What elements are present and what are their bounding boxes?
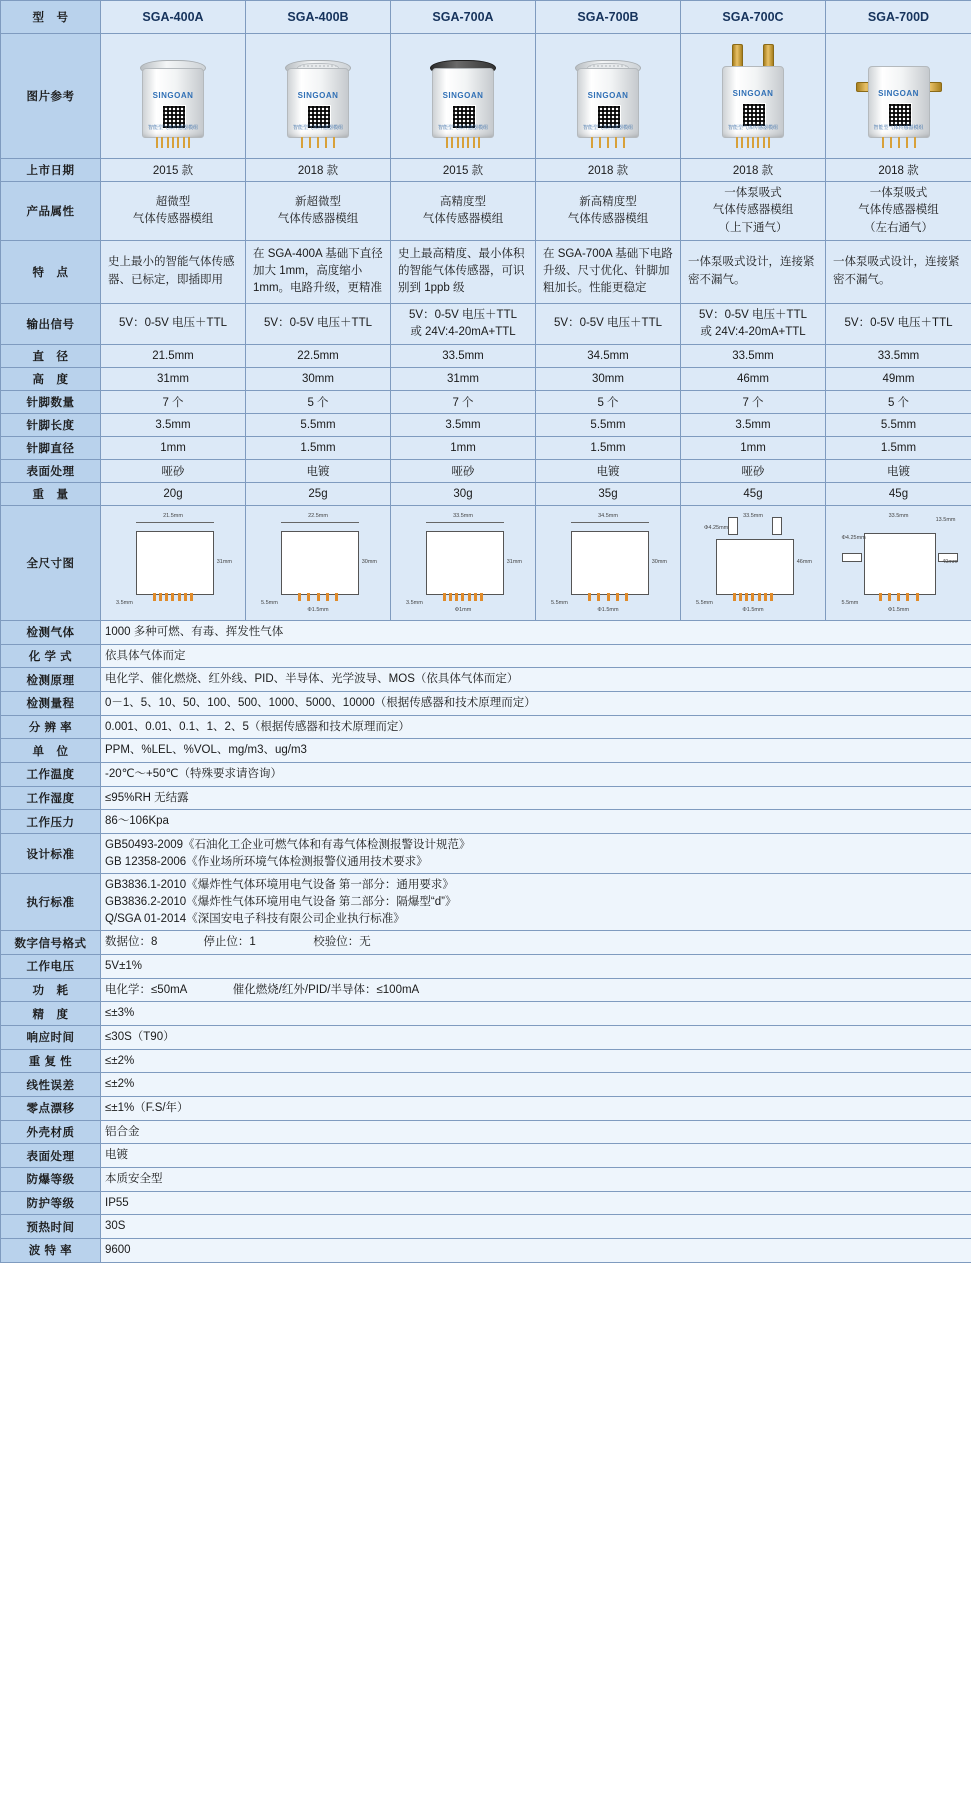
dim-pin-diameter-label: Φ1.5mm (597, 607, 619, 613)
row-label-image-reference: 图片参考 (1, 34, 101, 159)
features-400a: 史上最小的智能气体传感器、已标定，即插即用 (101, 240, 246, 303)
weight-700d: 45g (826, 483, 971, 506)
table-row-common (1, 1073, 971, 1097)
weight-700b: 35g (536, 483, 681, 506)
table-row-weight (1, 483, 971, 506)
sensor-photo-400b (246, 34, 391, 159)
dim-top-label: 33.5mm (743, 513, 763, 519)
table-row-common (1, 1120, 971, 1144)
row-value-common: -20℃～+50℃（特殊要求请咨询） (101, 763, 971, 787)
row-label-common: 重 复 性 (1, 1049, 101, 1073)
row-value-common: 86～106Kpa (101, 810, 971, 834)
row-value-common: ≤±3% (101, 1002, 971, 1026)
row-value-common: ≤30S（T90） (101, 1026, 971, 1050)
product-type-400a: 超微型 气体传感器模组 (101, 182, 246, 241)
launch-date-700a: 2015 款 (391, 159, 536, 182)
row-label-common: 工作电压 (1, 955, 101, 979)
row-value-common: 数据位：8 停止位：1 校验位：无 (101, 931, 971, 955)
weight-700a: 30g (391, 483, 536, 506)
dim-right-label: 49mm (942, 559, 958, 565)
table-row-common (1, 668, 971, 692)
row-label-weight: 重 量 (1, 483, 101, 506)
row-value-common: 本质安全型 (101, 1168, 971, 1192)
row-value-common: 0.001、0.01、0.1、1、2、5（根据传感器和技术原理而定） (101, 715, 971, 739)
dimension-drawing-700a (391, 506, 536, 621)
row-label-common: 数字信号格式 (1, 931, 101, 955)
dim-pin-diameter-label: Φ1.5mm (742, 607, 764, 613)
row-label-common: 化 学 式 (1, 644, 101, 668)
table-row-common (1, 834, 971, 874)
product-type-700b: 新高精度型 气体传感器模组 (536, 182, 681, 241)
dim-right-label: 30mm (361, 559, 377, 565)
sub-text: 智能型气体传感器模组 (873, 125, 924, 131)
pin-diameter-400b: 1.5mm (246, 437, 391, 460)
surface-treatment-400a: 哑砂 (101, 460, 246, 483)
row-label-pin-count: 针脚数量 (1, 391, 101, 414)
row-value-common: 0－1、5、10、50、100、500、1000、5000、10000（根据传感器和技术原理而定） (101, 692, 971, 716)
table-row-dimension-drawing (1, 506, 971, 621)
output-signal-700c: 5V：0-5V 电压＋TTL 或 24V:4-20mA+TTL (681, 303, 826, 345)
row-label-common: 分 辨 率 (1, 715, 101, 739)
dimension-drawing-700c (681, 506, 826, 621)
row-label-common: 功 耗 (1, 978, 101, 1002)
pin-length-400a: 3.5mm (101, 414, 246, 437)
dim-top-label: 33.5mm (888, 513, 909, 519)
dimension-drawing-400a (101, 506, 246, 621)
pin-diameter-700c: 1mm (681, 437, 826, 460)
row-value-common: 1000 多种可燃、有毒、挥发性气体 (101, 621, 971, 645)
launch-date-700d: 2018 款 (826, 159, 971, 182)
pin-array-icon (736, 137, 770, 148)
row-label-common: 精 度 (1, 1002, 101, 1026)
diameter-700a: 33.5mm (391, 345, 536, 368)
pin-length-400b: 5.5mm (246, 414, 391, 437)
diameter-400a: 21.5mm (101, 345, 246, 368)
table-row-model (1, 1, 971, 34)
sensor-photo-700b (536, 34, 681, 159)
nozzle-outline-icon (728, 517, 738, 535)
launch-date-700b: 2018 款 (536, 159, 681, 182)
pin-diameter-700b: 1.5mm (536, 437, 681, 460)
row-value-common: 电镀 (101, 1144, 971, 1168)
features-700d: 一体泵吸式设计，连接紧密不漏气。 (826, 240, 971, 303)
row-label-dimension-drawing: 全尺寸图 (1, 506, 101, 621)
height-400b: 30mm (246, 368, 391, 391)
table-row-common (1, 978, 971, 1002)
row-label-common: 预热时间 (1, 1215, 101, 1239)
table-row-pin-length (1, 414, 971, 437)
sensor-photo-700a (391, 34, 536, 159)
table-row-image-reference (1, 34, 971, 159)
table-row-common (1, 1097, 971, 1121)
sub-text: 智能型气体传感器模组 (727, 125, 778, 131)
product-type-700a: 高精度型 气体传感器模组 (391, 182, 536, 241)
table-row-common (1, 1026, 971, 1050)
table-row-common (1, 763, 971, 787)
dim-pin-diameter-label: Φ1.5mm (307, 607, 329, 613)
model-sga-700a: SGA-700A (391, 1, 536, 34)
weight-400b: 25g (246, 483, 391, 506)
row-label-common: 线性误差 (1, 1073, 101, 1097)
row-label-common: 防护等级 (1, 1191, 101, 1215)
dim-top-label: 21.5mm (163, 513, 183, 519)
weight-700c: 45g (681, 483, 826, 506)
brand-text: SINGOAN (878, 89, 919, 98)
table-row-common (1, 1168, 971, 1192)
pin-length-700c: 3.5mm (681, 414, 826, 437)
launch-date-400b: 2018 款 (246, 159, 391, 182)
table-row-common (1, 810, 971, 834)
launch-date-700c: 2018 款 (681, 159, 826, 182)
model-sga-700c: SGA-700C (681, 1, 826, 34)
dim-bottom-label: 3.5mm (116, 600, 133, 606)
row-label-common: 外壳材质 (1, 1120, 101, 1144)
row-value-common: IP55 (101, 1191, 971, 1215)
row-label-common: 零点漂移 (1, 1097, 101, 1121)
table-row-common (1, 1215, 971, 1239)
dim-right-label: 46mm (796, 559, 812, 565)
pin-count-400b: 5 个 (246, 391, 391, 414)
pin-diameter-400a: 1mm (101, 437, 246, 460)
table-row-pin-diameter (1, 437, 971, 460)
row-value-common: 5V±1% (101, 955, 971, 979)
table-row-common (1, 931, 971, 955)
row-label-model: 型 号 (1, 1, 101, 34)
diameter-700b: 34.5mm (536, 345, 681, 368)
dim-right-label: 31mm (216, 559, 232, 565)
dim-right-label: 30mm (651, 559, 667, 565)
height-700b: 30mm (536, 368, 681, 391)
row-value-common: 30S (101, 1215, 971, 1239)
sensor-photo-400a (101, 34, 246, 159)
sensor-photo-700c (681, 34, 826, 159)
table-row-common (1, 955, 971, 979)
row-value-common: GB50493-2009《石油化工企业可燃气体和有毒气体检测报警设计规范》 GB 12358-2006《作业场所环境气体检测报警仪通用技术要求》 (101, 834, 971, 874)
table-row-surface-treatment (1, 460, 971, 483)
table-row-common (1, 644, 971, 668)
output-signal-700d: 5V：0-5V 电压＋TTL (826, 303, 971, 345)
row-value-common: ≤±2% (101, 1073, 971, 1097)
pin-length-700d: 5.5mm (826, 414, 971, 437)
row-label-common: 单 位 (1, 739, 101, 763)
height-700c: 46mm (681, 368, 826, 391)
table-row-common (1, 1191, 971, 1215)
model-sga-700d: SGA-700D (826, 1, 971, 34)
pin-count-400a: 7 个 (101, 391, 246, 414)
row-label-common: 工作温度 (1, 763, 101, 787)
sub-text: 智能型气体传感器模组 (292, 125, 343, 131)
dimension-drawing-400b (246, 506, 391, 621)
pin-array-icon (446, 137, 480, 148)
features-700c: 一体泵吸式设计，连接紧密不漏气。 (681, 240, 826, 303)
features-400b: 在 SGA-400A 基础下直径加大 1mm，高度缩小 1mm。电路升级，更精准 (246, 240, 391, 303)
table-row-common (1, 1144, 971, 1168)
table-row-common (1, 1002, 971, 1026)
table-row-product-type (1, 182, 971, 241)
row-label-common: 检测量程 (1, 692, 101, 716)
weight-400a: 20g (101, 483, 246, 506)
row-label-common: 表面处理 (1, 1144, 101, 1168)
table-row-features (1, 240, 971, 303)
row-value-common: 9600 (101, 1239, 971, 1263)
row-label-height: 高 度 (1, 368, 101, 391)
pin-count-700a: 7 个 (391, 391, 536, 414)
row-label-surface-treatment: 表面处理 (1, 460, 101, 483)
features-700b: 在 SGA-700A 基础下电路升级、尺寸优化、针脚加粗加长。性能更稳定 (536, 240, 681, 303)
row-label-common: 检测气体 (1, 621, 101, 645)
table-row-common (1, 1049, 971, 1073)
row-value-common: 电化学、催化燃烧、红外线、PID、半导体、光学波导、MOS（依具体气体而定） (101, 668, 971, 692)
dim-top-label: 33.5mm (453, 513, 473, 519)
table-row-common (1, 1239, 971, 1263)
row-value-common: ≤±1%（F.S/年） (101, 1097, 971, 1121)
row-value-common: 铝合金 (101, 1120, 971, 1144)
row-label-launch-date: 上市日期 (1, 159, 101, 182)
output-signal-700a: 5V：0-5V 电压＋TTL 或 24V:4-20mA+TTL (391, 303, 536, 345)
dim-bottom-label: 5.5mm (696, 600, 713, 606)
row-value-common: ≤95%RH 无结露 (101, 786, 971, 810)
dim-top-label: 22.5mm (308, 513, 328, 519)
row-label-common: 执行标准 (1, 874, 101, 931)
pin-diameter-700d: 1.5mm (826, 437, 971, 460)
product-type-700d: 一体泵吸式 气体传感器模组 （左右通气） (826, 182, 971, 241)
row-label-product-type: 产品属性 (1, 182, 101, 241)
brand-text: SINGOAN (587, 91, 629, 100)
brand-text: SINGOAN (732, 89, 774, 98)
dim-nozzle-diameter-label: Φ4.25mm (841, 535, 866, 541)
row-label-common: 波 特 率 (1, 1239, 101, 1263)
row-value-common: 电化学：≤50mA 催化燃烧/红外/PID/半导体：≤100mA (101, 978, 971, 1002)
pin-diameter-700a: 1mm (391, 437, 536, 460)
table-row-pin-count (1, 391, 971, 414)
row-label-common: 设计标准 (1, 834, 101, 874)
nozzle-outline-icon (772, 517, 782, 535)
sub-text: 智能型气体传感器模组 (582, 125, 633, 131)
dim-nozzle-diameter-label: Φ4.25mm (704, 525, 729, 531)
output-signal-700b: 5V：0-5V 电压＋TTL (536, 303, 681, 345)
pin-array-icon (301, 137, 335, 148)
table-row-height (1, 368, 971, 391)
pin-count-700c: 7 个 (681, 391, 826, 414)
dim-bottom-label: 3.5mm (406, 600, 423, 606)
pin-length-700a: 3.5mm (391, 414, 536, 437)
product-type-400b: 新超微型 气体传感器模组 (246, 182, 391, 241)
pin-array-icon (156, 137, 190, 148)
row-label-common: 响应时间 (1, 1026, 101, 1050)
table-row-output-signal (1, 303, 971, 345)
sensor-photo-700d (826, 34, 971, 159)
pump-nozzle-icon (732, 44, 743, 68)
model-sga-700b: SGA-700B (536, 1, 681, 34)
surface-treatment-700d: 电镀 (826, 460, 971, 483)
height-700a: 31mm (391, 368, 536, 391)
row-value-common: GB3836.1-2010《爆炸性气体环境用电气设备 第一部分：通用要求》 GB3836.2-2010《爆炸性气体环境用电气设备 第二部分：隔爆型“d”》 Q/SGA 01-2014《深国安电子科技有限公司企业执行标准》 (101, 874, 971, 931)
diameter-700d: 33.5mm (826, 345, 971, 368)
pin-length-700b: 5.5mm (536, 414, 681, 437)
sub-text: 智能型气体传感器模组 (437, 125, 488, 131)
row-label-pin-length: 针脚长度 (1, 414, 101, 437)
features-700a: 史上最高精度、最小体积的智能气体传感器，可识别到 1ppb 级 (391, 240, 536, 303)
row-label-common: 防爆等级 (1, 1168, 101, 1192)
dim-bottom-label: 5.5mm (551, 600, 568, 606)
pin-count-700b: 5 个 (536, 391, 681, 414)
surface-treatment-700c: 哑砂 (681, 460, 826, 483)
row-value-common: ≤±2% (101, 1049, 971, 1073)
product-type-700c: 一体泵吸式 气体传感器模组 （上下通气） (681, 182, 826, 241)
table-row-diameter (1, 345, 971, 368)
row-label-output-signal: 输出信号 (1, 303, 101, 345)
diameter-700c: 33.5mm (681, 345, 826, 368)
model-sga-400a: SGA-400A (101, 1, 246, 34)
dim-pin-diameter-label: Φ1.5mm (887, 607, 910, 613)
row-label-common: 工作压力 (1, 810, 101, 834)
brand-text: SINGOAN (297, 91, 339, 100)
output-signal-400a: 5V：0-5V 电压＋TTL (101, 303, 246, 345)
pin-array-icon (591, 137, 625, 148)
surface-treatment-700b: 电镀 (536, 460, 681, 483)
pump-nozzle-icon (763, 44, 774, 68)
surface-treatment-400b: 电镀 (246, 460, 391, 483)
sub-text: 智能型气体传感器模组 (147, 125, 198, 131)
row-value-common: PPM、%LEL、%VOL、mg/m3、ug/m3 (101, 739, 971, 763)
dim-top-label: 34.5mm (598, 513, 618, 519)
table-row-common (1, 715, 971, 739)
row-label-diameter: 直 径 (1, 345, 101, 368)
pin-array-icon (882, 137, 916, 148)
surface-treatment-700a: 哑砂 (391, 460, 536, 483)
height-400a: 31mm (101, 368, 246, 391)
dimension-drawing-700d (826, 506, 971, 621)
brand-text: SINGOAN (442, 91, 484, 100)
dim-bottom-label: 5.5mm (841, 600, 859, 606)
dim-bottom-label: 5.5mm (261, 600, 278, 606)
dimension-drawing-700b (536, 506, 681, 621)
table-row-common (1, 692, 971, 716)
row-label-pin-diameter: 针脚直径 (1, 437, 101, 460)
dim-pin-diameter-label: Φ1mm (454, 607, 472, 613)
launch-date-400a: 2015 款 (101, 159, 246, 182)
row-label-common: 检测原理 (1, 668, 101, 692)
pin-count-700d: 5 个 (826, 391, 971, 414)
row-value-common: 依具体气体而定 (101, 644, 971, 668)
row-label-common: 工作湿度 (1, 786, 101, 810)
table-row-common (1, 786, 971, 810)
output-signal-400b: 5V：0-5V 电压＋TTL (246, 303, 391, 345)
height-700d: 49mm (826, 368, 971, 391)
model-sga-400b: SGA-400B (246, 1, 391, 34)
dim-extra-label: 13.5mm (935, 517, 956, 523)
table-row-common (1, 739, 971, 763)
nozzle-outline-icon (842, 553, 862, 562)
diameter-400b: 22.5mm (246, 345, 391, 368)
table-row-common (1, 621, 971, 645)
table-row-common (1, 874, 971, 931)
brand-text: SINGOAN (152, 91, 194, 100)
dim-right-label: 31mm (506, 559, 522, 565)
row-label-features: 特 点 (1, 240, 101, 303)
table-row-launch-date (1, 159, 971, 182)
